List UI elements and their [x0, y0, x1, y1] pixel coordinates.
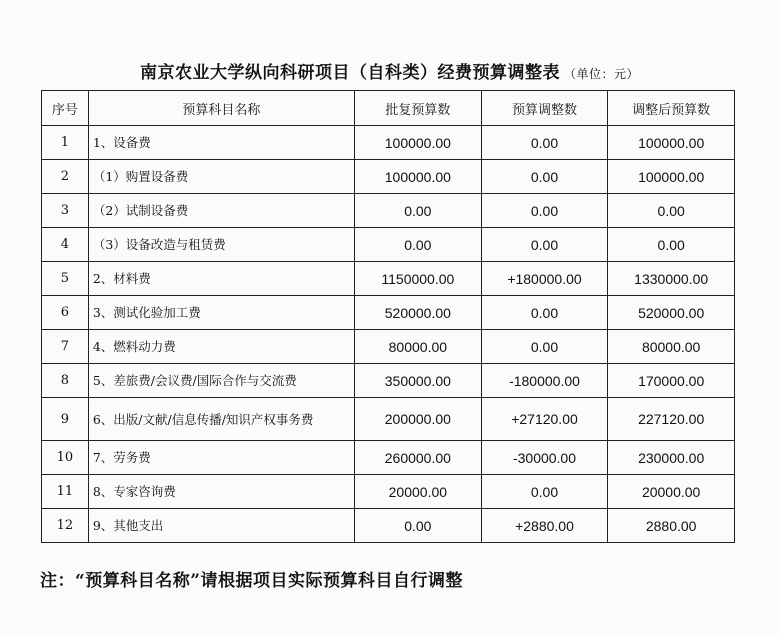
header-index: 序号	[42, 91, 89, 126]
table-row	[42, 364, 735, 398]
row-approved-amount: 100000.00	[355, 126, 482, 160]
row-index: 6	[42, 296, 89, 330]
row-index: 9	[42, 398, 89, 441]
row-adjustment-amount: -30000.00	[481, 441, 608, 475]
row-adjustment-amount: +180000.00	[481, 262, 608, 296]
row-index: 11	[42, 475, 89, 509]
row-adjusted-amount: 2880.00	[608, 509, 735, 543]
row-item-name: （1）购置设备费	[88, 160, 354, 194]
document-title	[0, 58, 779, 83]
table-row	[42, 194, 735, 228]
header-approved: 批复预算数	[355, 91, 482, 126]
row-adjustment-amount: 0.00	[481, 330, 608, 364]
footnote: 注：“预算科目名称”请根据项目实际预算科目自行调整	[40, 571, 464, 591]
table-row	[42, 160, 735, 194]
row-approved-amount: 520000.00	[355, 296, 482, 330]
header-adjustment: 预算调整数	[481, 91, 608, 126]
row-index: 1	[42, 126, 89, 160]
row-item-name: 7、劳务费	[88, 441, 354, 475]
row-index: 12	[42, 509, 89, 543]
row-approved-amount: 1150000.00	[355, 262, 482, 296]
row-index: 5	[42, 262, 89, 296]
row-index: 3	[42, 194, 89, 228]
row-adjusted-amount: 20000.00	[608, 475, 735, 509]
table-row	[42, 441, 735, 475]
row-adjusted-amount: 0.00	[608, 228, 735, 262]
table-row	[42, 296, 735, 330]
row-item-name: 5、差旅费/会议费/国际合作与交流费	[88, 364, 354, 398]
budget-table	[41, 90, 735, 543]
table-row	[42, 330, 735, 364]
row-approved-amount: 200000.00	[355, 398, 482, 441]
row-item-name: （2）试制设备费	[88, 194, 354, 228]
row-adjustment-amount: 0.00	[481, 126, 608, 160]
row-adjusted-amount: 227120.00	[608, 398, 735, 441]
row-adjustment-amount: 0.00	[481, 194, 608, 228]
row-approved-amount: 350000.00	[355, 364, 482, 398]
row-approved-amount: 100000.00	[355, 160, 482, 194]
row-approved-amount: 20000.00	[355, 475, 482, 509]
row-index: 2	[42, 160, 89, 194]
row-adjustment-amount: 0.00	[481, 228, 608, 262]
table-row	[42, 475, 735, 509]
table-row	[42, 398, 735, 441]
row-item-name: 8、专家咨询费	[88, 475, 354, 509]
row-index: 10	[42, 441, 89, 475]
row-adjustment-amount: 0.00	[481, 296, 608, 330]
row-adjusted-amount: 230000.00	[608, 441, 735, 475]
table-row	[42, 126, 735, 160]
row-item-name: （3）设备改造与租赁费	[88, 228, 354, 262]
row-item-name: 1、设备费	[88, 126, 354, 160]
row-approved-amount: 260000.00	[355, 441, 482, 475]
row-approved-amount: 0.00	[355, 228, 482, 262]
row-adjusted-amount: 100000.00	[608, 160, 735, 194]
row-adjustment-amount: 0.00	[481, 475, 608, 509]
row-item-name: 2、材料费	[88, 262, 354, 296]
row-index: 4	[42, 228, 89, 262]
title-text: 南京农业大学纵向科研项目（自科类）经费预算调整表	[139, 63, 560, 83]
row-approved-amount: 80000.00	[355, 330, 482, 364]
row-approved-amount: 0.00	[355, 509, 482, 543]
row-adjustment-amount: +27120.00	[481, 398, 608, 441]
row-adjusted-amount: 1330000.00	[608, 262, 735, 296]
row-adjusted-amount: 80000.00	[608, 330, 735, 364]
table-row	[42, 228, 735, 262]
row-index: 7	[42, 330, 89, 364]
table-header-row	[42, 91, 735, 126]
unit-label: （单位：元）	[563, 67, 639, 81]
table-row	[42, 262, 735, 296]
row-approved-amount: 0.00	[355, 194, 482, 228]
row-item-name: 9、其他支出	[88, 509, 354, 543]
table-row	[42, 509, 735, 543]
row-adjustment-amount: -180000.00	[481, 364, 608, 398]
row-item-name: 3、测试化验加工费	[88, 296, 354, 330]
row-adjusted-amount: 170000.00	[608, 364, 735, 398]
row-item-name: 6、出版/文献/信息传播/知识产权事务费	[88, 398, 354, 441]
row-item-name: 4、燃料动力费	[88, 330, 354, 364]
table-body	[42, 126, 735, 543]
row-adjusted-amount: 0.00	[608, 194, 735, 228]
row-index: 8	[42, 364, 89, 398]
header-adjusted-total: 调整后预算数	[608, 91, 735, 126]
row-adjustment-amount: +2880.00	[481, 509, 608, 543]
header-item-name: 预算科目名称	[88, 91, 354, 126]
row-adjustment-amount: 0.00	[481, 160, 608, 194]
row-adjusted-amount: 520000.00	[608, 296, 735, 330]
row-adjusted-amount: 100000.00	[608, 126, 735, 160]
